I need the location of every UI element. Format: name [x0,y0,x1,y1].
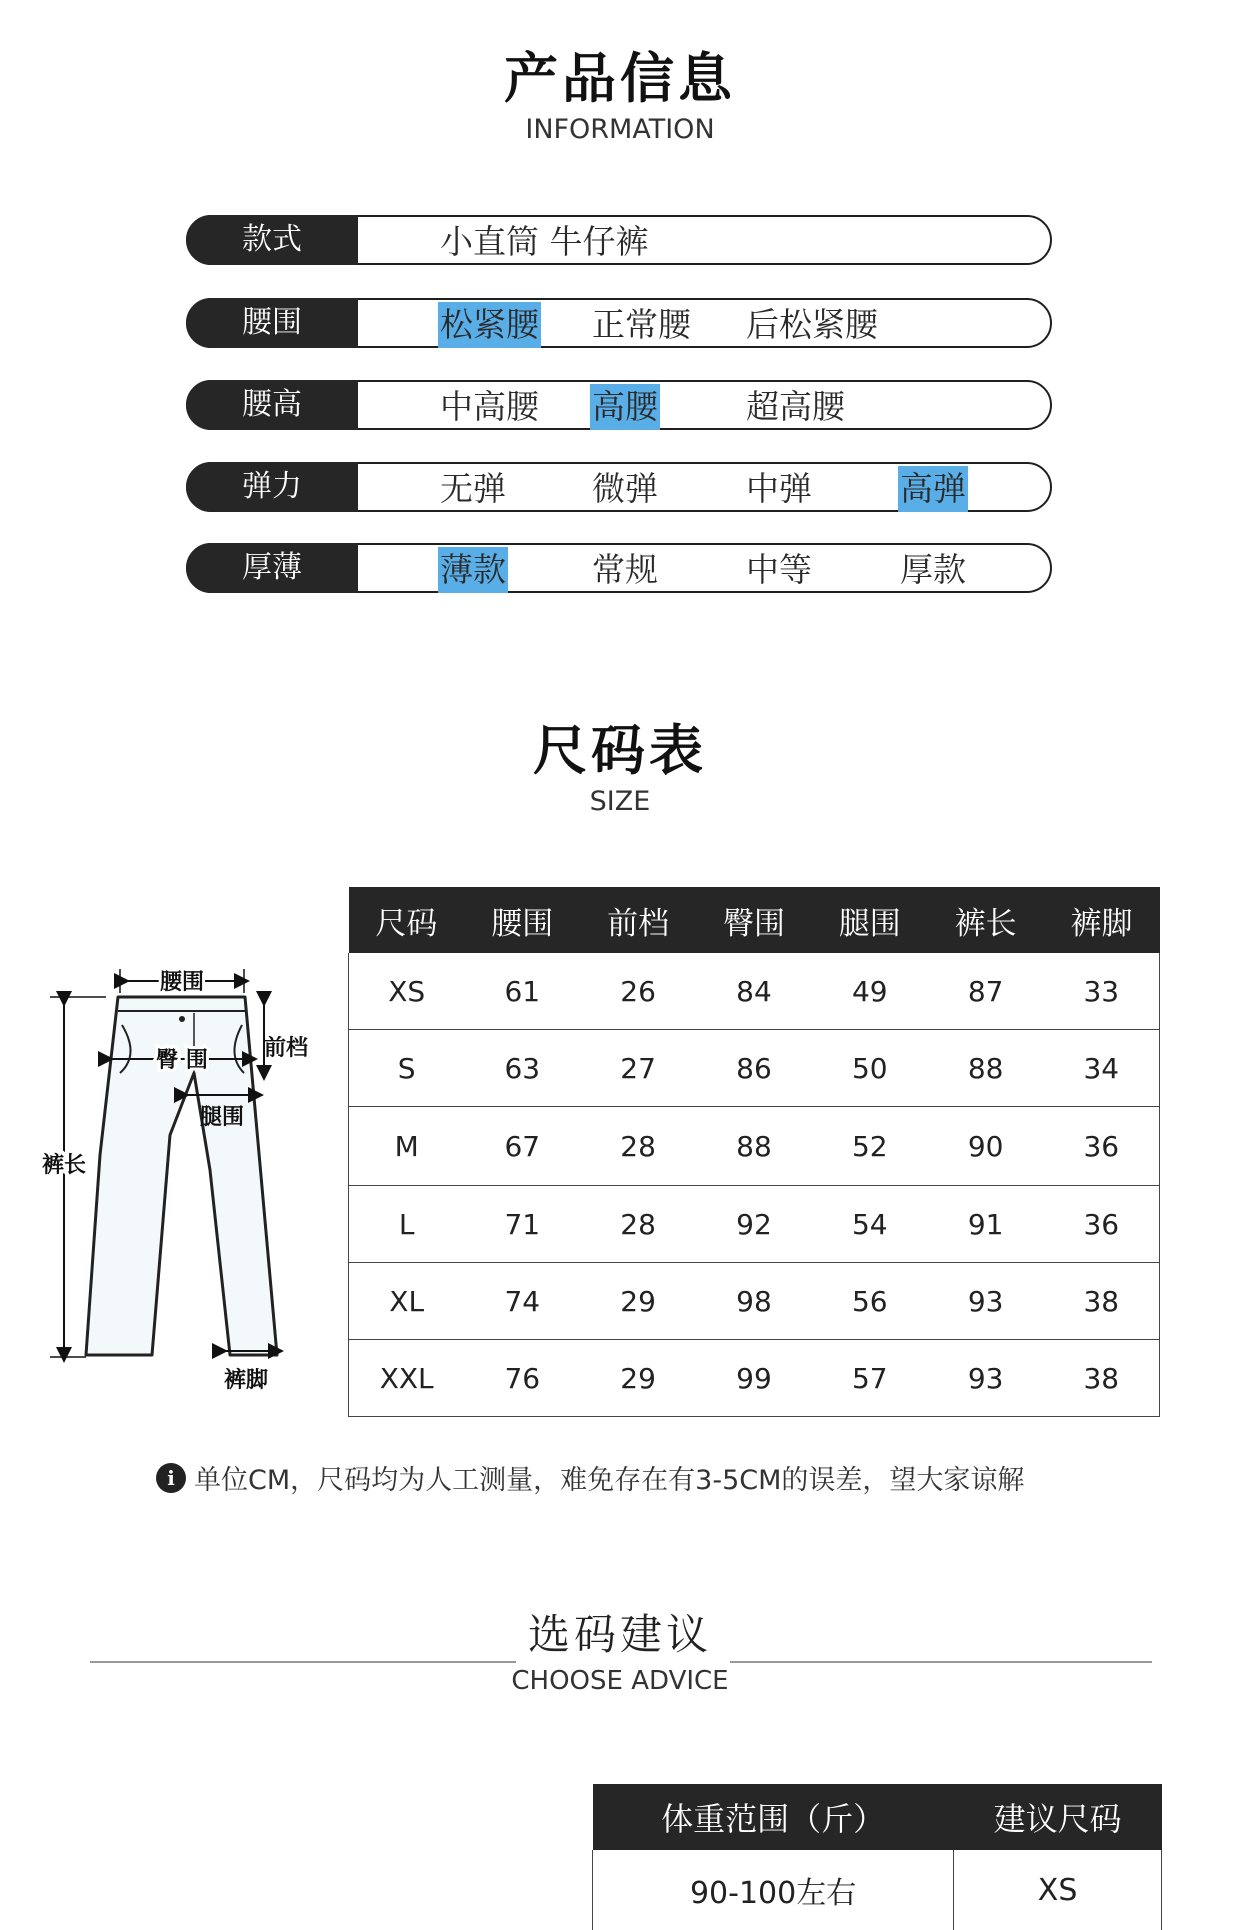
size-header-cell: 臀围 [696,887,812,953]
size-header-cell: 前档 [580,887,696,953]
size-value-cell: 88 [928,1030,1044,1107]
size-label-cell: XL [349,1263,465,1340]
size-value-cell: 28 [580,1107,696,1186]
advice-table [592,1784,1162,1930]
info-icon: i [156,1463,186,1493]
info-subtitle: INFORMATION [525,114,715,145]
size-header-cell: 裤脚 [1044,887,1160,953]
size-header-cell: 尺码 [349,887,465,953]
note-text: 单位CM，尺码均为人工测量，难免存在有3-5CM的误差，望大家谅解 [194,1465,1025,1496]
size-value-cell: 76 [464,1340,580,1417]
advice-section-header [0,1610,1240,1696]
option: 超高腰 [746,387,845,426]
size-value-cell: 38 [1044,1340,1160,1417]
size-value-cell: 54 [812,1186,928,1263]
option-selected: 高腰 [590,384,660,430]
size-value-cell: 29 [580,1340,696,1417]
size-header-cell: 腿围 [812,887,928,953]
size-value-cell: 88 [696,1107,812,1186]
table-row [349,953,1160,1030]
size-section-header [0,719,1240,817]
size-value-cell: 91 [928,1186,1044,1263]
size-value-cell: 33 [1044,953,1160,1030]
option: 中弹 [746,469,812,508]
info-row [186,543,1054,593]
advice-header-cell: 体重范围（斤） [593,1784,954,1850]
option: 无弹 [440,469,506,508]
info-section-header [0,47,1240,145]
table-row [349,1340,1160,1417]
advice-table-header [593,1784,1162,1850]
size-value-cell: 56 [812,1263,928,1340]
info-row-label: 腰高 [186,380,358,430]
size-value-cell: 50 [812,1030,928,1107]
size-table [348,887,1160,1417]
size-value-cell: 84 [696,953,812,1030]
diagram-label-hem: 裤脚 [223,1367,269,1393]
table-row [349,1263,1160,1340]
advice-title: 选码建议 [527,1610,712,1659]
size-value-cell: 27 [580,1030,696,1107]
size-label-cell: XS [349,953,465,1030]
size-value-cell: 38 [1044,1263,1160,1340]
option: 小直筒 牛仔裤 [440,222,649,261]
info-row-label: 厚薄 [186,543,358,593]
table-row [593,1850,1162,1930]
size-header-cell: 裤长 [928,887,1044,953]
size-label-cell: L [349,1186,465,1263]
diagram-label-hip: 臀 围 [156,1047,208,1073]
option-selected: 松紧腰 [438,302,541,348]
suggested-size-cell: XS [954,1850,1162,1930]
weight-range-cell: 90-100左右 [593,1850,954,1930]
size-value-cell: 36 [1044,1107,1160,1186]
option: 厚款 [900,550,966,589]
size-value-cell: 67 [464,1107,580,1186]
pants-measurement-diagram [30,955,330,1395]
info-row-label: 款式 [186,215,358,265]
size-value-cell: 36 [1044,1186,1160,1263]
size-value-cell: 71 [464,1186,580,1263]
size-table-header [349,887,1160,953]
table-row [349,1107,1160,1186]
table-row [349,1186,1160,1263]
size-label-cell: XXL [349,1340,465,1417]
size-value-cell: 29 [580,1263,696,1340]
size-value-cell: 28 [580,1186,696,1263]
info-title: 产品信息 [504,47,736,110]
size-value-cell: 49 [812,953,928,1030]
size-value-cell: 57 [812,1340,928,1417]
size-value-cell: 52 [812,1107,928,1186]
advice-header-cell: 建议尺码 [954,1784,1162,1850]
size-value-cell: 63 [464,1030,580,1107]
info-row [186,380,1054,430]
size-value-cell: 93 [928,1340,1044,1417]
size-value-cell: 86 [696,1030,812,1107]
size-value-cell: 93 [928,1263,1044,1340]
info-row-label: 弹力 [186,462,358,512]
size-label-cell: S [349,1030,465,1107]
size-value-cell: 99 [696,1340,812,1417]
info-row-label: 腰围 [186,298,358,348]
option-selected: 薄款 [438,547,508,593]
option: 中等 [746,550,812,589]
size-subtitle: SIZE [589,786,651,817]
advice-subtitle: CHOOSE ADVICE [511,1666,729,1696]
diagram-label-front-rise: 前档 [263,1035,309,1061]
size-value-cell: 34 [1044,1030,1160,1107]
option-selected: 高弹 [898,466,968,512]
size-value-cell: 98 [696,1263,812,1340]
option: 微弹 [592,469,658,508]
option: 常规 [592,550,658,589]
info-row [186,215,1054,265]
option: 中高腰 [440,387,539,426]
diagram-label-waist: 腰围 [159,969,205,995]
option: 正常腰 [592,305,691,344]
diagram-label-thigh: 腿围 [199,1104,245,1130]
table-row [349,1030,1160,1107]
size-value-cell: 26 [580,953,696,1030]
size-value-cell: 74 [464,1263,580,1340]
diagram-label-length: 裤长 [41,1152,87,1178]
size-value-cell: 90 [928,1107,1044,1186]
size-title: 尺码表 [533,719,707,782]
measurement-note [156,1458,1024,1497]
info-row [186,462,1054,512]
size-value-cell: 61 [464,953,580,1030]
size-value-cell: 92 [696,1186,812,1263]
info-row [186,298,1054,348]
option: 后松紧腰 [746,305,878,344]
size-label-cell: M [349,1107,465,1186]
size-header-cell: 腰围 [464,887,580,953]
size-value-cell: 87 [928,953,1044,1030]
